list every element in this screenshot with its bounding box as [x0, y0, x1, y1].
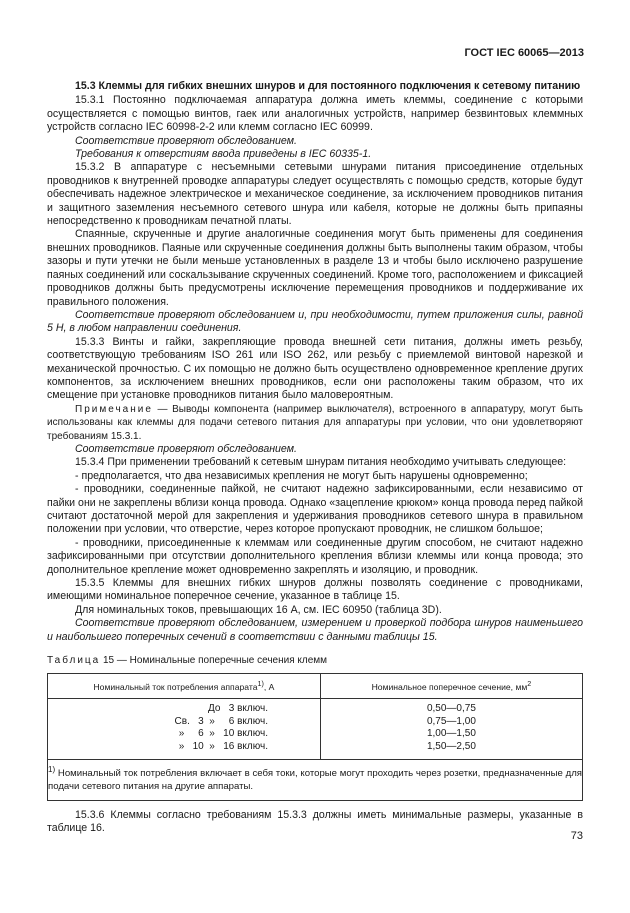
cross-section-table	[47, 673, 583, 800]
standard-header: ГОСТ IEC 60065—2013	[464, 47, 584, 59]
cross-section-values-cell	[320, 699, 582, 760]
note-text: — Выводы компонента (например выключателя), встроенного в аппаратуру, могут быть использованы как клеммы для подачи сетевого питания для аппаратуры при условии, что они удовлетворяют требованиям 15.3.1.	[47, 403, 583, 442]
cross-section-value: 1,00—1,50	[426, 728, 476, 740]
current-range: » 10 » 16 включ.	[178, 740, 268, 752]
note-label: Примечание	[75, 403, 153, 415]
current-range: » 6 » 10 включ.	[178, 728, 268, 740]
paragraph: 15.3.3 Винты и гайки, закрепляющие провода внешней сети питания, должны иметь резьбу, соответствующую требованиям ISO 261 или ISO 262, или резьбу с приемлемой винтовой нарезкой и механической прочностью. С их помощью не должно быть осуществлено одновременное крепление других компонентов, за исключением внешних проводников, если они расположены таким образом, что их смещение при установке проводников питания было маловероятным.	[47, 335, 583, 402]
page-number: 73	[570, 830, 583, 842]
table-footnote: $^{1)}$ Номинальный ток потребления включает в себя токи, которые могут проходить через розетки, предназначенные для подачи сетевого питания на другие аппараты.	[48, 760, 583, 800]
cross-section-value: 0,50—0,75	[426, 703, 476, 715]
compliance-note: Соответствие проверяют обследованием и, при необходимости, путем приложения силы, равной 5 Н, в любом направлении соединения.	[47, 308, 583, 335]
cross-section-value: 0,75—1,00	[426, 715, 476, 727]
table-body-row	[48, 699, 583, 760]
paragraph: 15.3.6 Клеммы согласно требованиям 15.3.3 должны иметь минимальные размеры, указанные в таблице 16.	[47, 808, 583, 835]
list-item: - предполагается, что два независимых крепления не могут быть нарушены одновременно;	[75, 469, 528, 482]
paragraph: 15.3.4 При применении требований к сетевым шнурам питания необходимо учитывать следующее:	[75, 456, 567, 469]
reference-note: Требования к отверстиям ввода приведены в IEC 60335-1.	[75, 148, 372, 161]
column-header-current: Номинальный ток потребления аппарата$^{1)}$, А	[48, 674, 321, 699]
note-paragraph	[47, 403, 583, 443]
table-caption-text: 15 — Номинальные поперечные сечения клемм	[100, 655, 328, 667]
paragraph: Спаянные, скрученные и другие аналогичные соединения могут быть применены для соединения внешних проводников. Паяные или скрученные соединения должны быть выполнены таким образом, чтобы зазоры и пути утечки не были меньше установленных в разделе 13 и чтобы было исключено разрушение паяных соединений или соскальзывание скрученных соединений. Кроме того, расположением и фиксацией проводников должны быть предусмотрены исключение перемещения проводников и поддерживание их правильного положения.	[47, 228, 583, 308]
paragraph: Для номинальных токов, превышающих 16 А, см. IEC 60950 (таблица 3D).	[75, 603, 442, 616]
paragraph: 15.3.2 В аппаратуре с несъемными сетевыми шнурами питания присоединение отдельных проводников к внутренней проводке аппаратуры следует осуществлять с помощью средств, которые будут обеспечивать надежное электрическое и механическое соединение, за исключением проводников питания и защитного заземления несъемного сетевого шнура или кабеля, которые не должны быть припаяны непосредственно к проводникам печатной платы.	[47, 161, 583, 228]
paragraph: 15.3.1 Постоянно подключаемая аппаратура должна иметь клеммы, соединение с которыми осуществляется с помощью винтов, гаек или аналогичных устройств, например безвинтовых клеммных устройств согласно IEC 60998-2-2 или клемм согласно IEC 60999.	[47, 94, 583, 134]
table-footnote-row	[48, 760, 583, 800]
paragraph: 15.3.5 Клеммы для внешних гибких шнуров должны позволять соединение с проводниками, имеющими номинальное поперечное сечение, указанное в таблице 15.	[47, 577, 583, 603]
section-heading: 15.3 Клеммы для гибких внешних шнуров и для постоянного подключения к сетевому питанию	[75, 80, 581, 92]
current-range: Св. 3 » 6 включ.	[174, 715, 268, 727]
table-caption	[47, 654, 583, 667]
table-header-row	[48, 674, 583, 699]
current-ranges-cell	[48, 699, 321, 760]
compliance-note: Соответствие проверяют обследованием.	[75, 442, 297, 455]
compliance-note: Соответствие проверяют обследованием, измерением и проверкой подбора шнуров наименьшего и наибольшего поперечных сечений в соответствии с данными таблицы 15.	[47, 617, 583, 643]
list-item: - проводники, присоединенные к клеммам или соединенные другим способом, не считают надежно зафиксированными при отсутствии дополнительного крепления вблизи клеммы или конца провода; это дополнительное крепление может одновременно закреплять и изоляцию, и проводник.	[47, 536, 583, 576]
page-content	[47, 80, 583, 835]
column-header-cross-section: Номинальное поперечное сечение, $мм^2$	[320, 674, 582, 699]
current-range: До 3 включ.	[207, 703, 268, 715]
cross-section-value: 1,50—2,50	[426, 740, 476, 752]
table-caption-label: Таблица	[47, 655, 101, 667]
compliance-note: Соответствие проверяют обследованием.	[75, 134, 297, 147]
list-item: - проводники, соединенные пайкой, не считают надежно зафиксированными, если независимо от пайки они не закреплены вблизи конца провода. Однако «зацепление крюком» конца провода перед пайкой считают достаточной мерой для закрепления и удерживания проводников сетевого шнура в правильном положении при условии, что отверстие, через которое пропускают проводник, не слишком большое;	[47, 483, 583, 536]
